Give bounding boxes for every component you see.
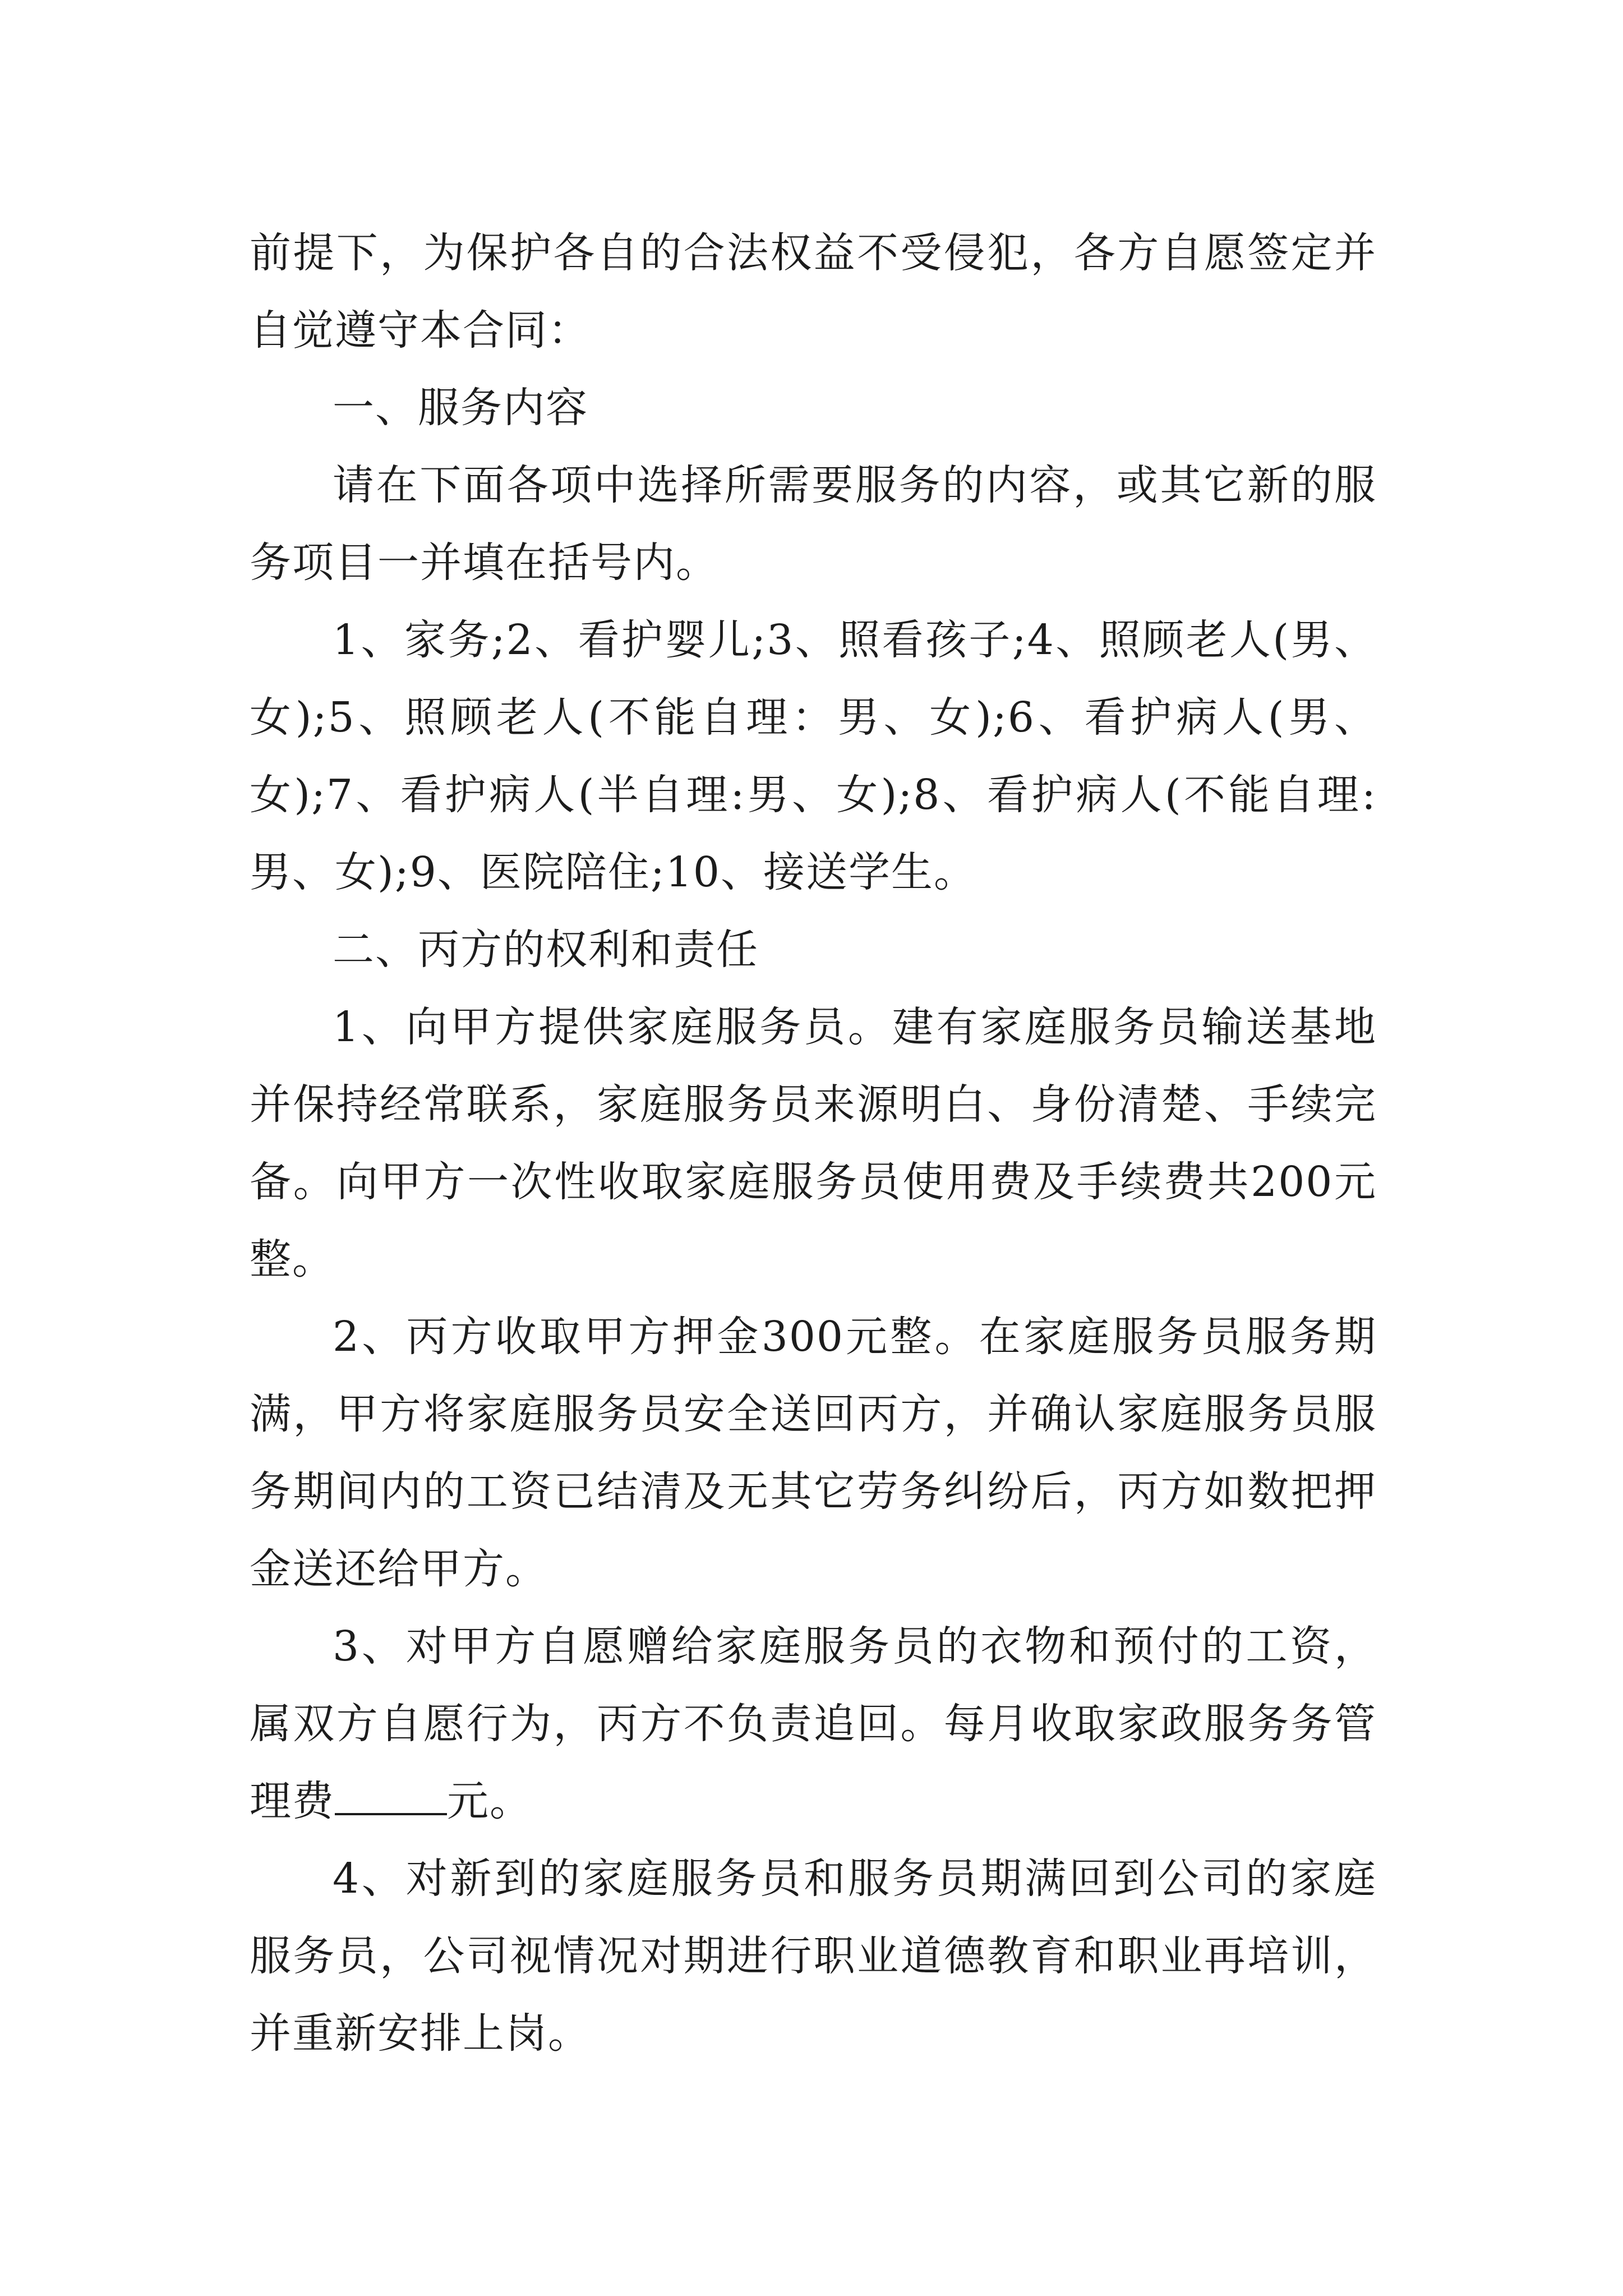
paragraph-preamble: 前提下，为保护各自的合法权益不受侵犯，各方自愿签定并自觉遵守本合同： xyxy=(250,229,1377,355)
paragraph-clause-2: 2、丙方收取甲方押金300元整。在家庭服务员服务期满，甲方将家庭服务员安全送回丙方，并确认家庭服务员服务期间内的工资已结清及无其它劳务纠纷后，丙方如数把押金送还给甲方。 xyxy=(250,1313,1377,1593)
document-body xyxy=(250,214,1377,2072)
section-heading-party-c-rights: 二、丙方的权利和责任 xyxy=(333,926,759,974)
paragraph-service-instruction: 请在下面各项中选择所需要服务的内容，或其它新的服务项目一并填在括号内。 xyxy=(250,461,1377,587)
section-heading-service-content: 一、服务内容 xyxy=(333,384,588,432)
paragraph-clause-4: 4、对新到的家庭服务员和服务员期满回到公司的家庭服务员，公司视情况对期进行职业道德教育和职业再培训，并重新安排上岗。 xyxy=(250,1855,1377,2058)
paragraph-service-list: 1、家务;2、看护婴儿;3、照看孩子;4、照顾老人(男、女);5、照顾老人(不能自理：男、女);6、看护病人(男、女);7、看护病人(半自理:男、女);8、看护病人(不能自理:男、女);9、医院陪住;10、接送学生。 xyxy=(250,616,1377,896)
paragraph-clause-3 xyxy=(250,1608,1377,1840)
clause-3-text: 3、对甲方自愿赠给家庭服务员的衣物和预付的工资，属双方自愿行为，丙方不负责追回。每月收取家政服务务管理费 xyxy=(250,1622,1377,1825)
paragraph-clause-1: 1、向甲方提供家庭服务员。建有家庭服务员输送基地并保持经常联系，家庭服务员来源明白、身份清楚、手续完备。向甲方一次性收取家庭服务员使用费及手续费共200元整。 xyxy=(250,1003,1377,1283)
clause-3-text-after: 元。 xyxy=(447,1777,532,1825)
fee-blank-line[interactable] xyxy=(335,1779,447,1815)
